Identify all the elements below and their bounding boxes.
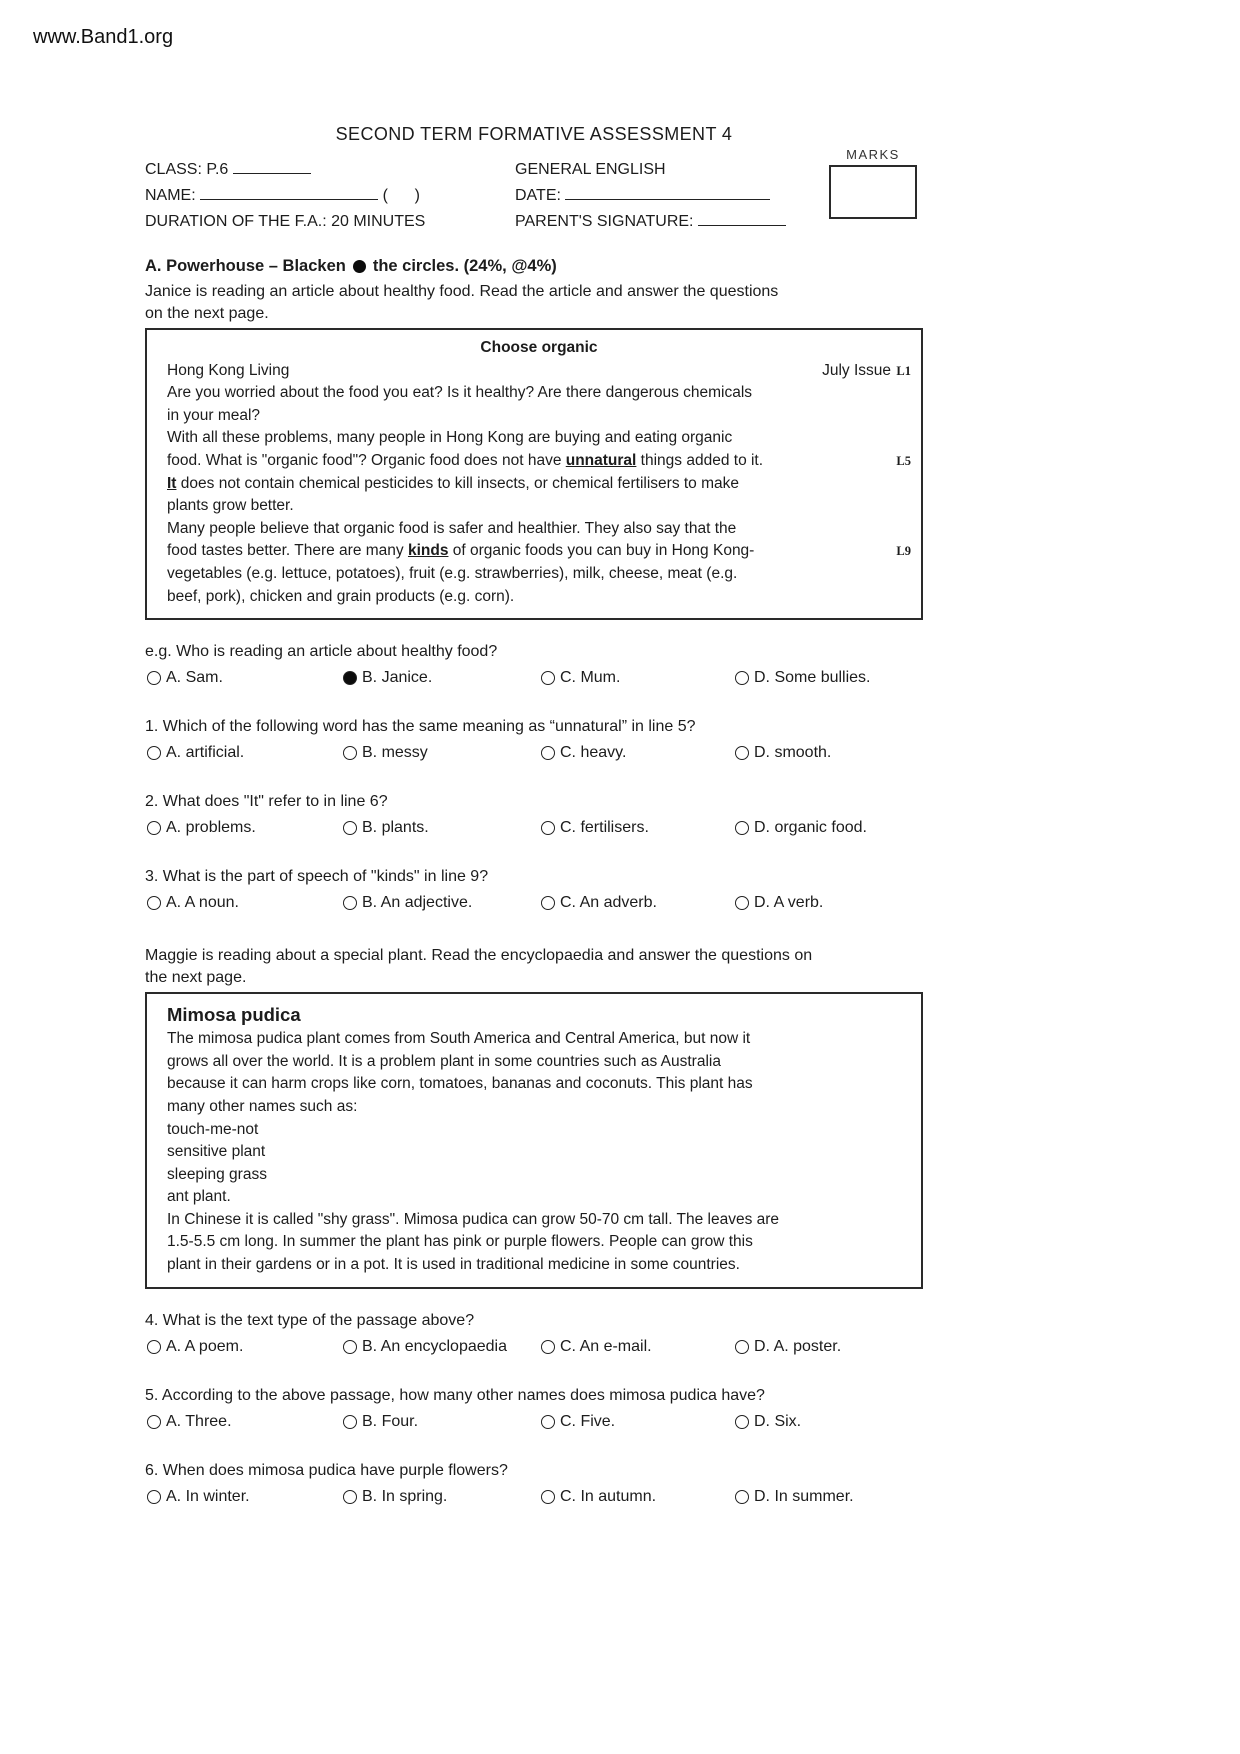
marks-label: MARKS — [846, 147, 900, 162]
article-line — [167, 1073, 911, 1096]
text-segment: With all these problems, many people in Hong Kong are buying and eating organic — [167, 429, 733, 447]
option-d[interactable] — [735, 669, 871, 687]
article-1-lines — [167, 337, 911, 608]
answer-bubble[interactable] — [147, 1415, 161, 1429]
answer-bubble[interactable] — [735, 896, 749, 910]
line-number-mark: L5 — [896, 453, 911, 468]
parent-signature-row — [515, 209, 786, 235]
option-label: C. Mum. — [560, 669, 621, 687]
option-a[interactable] — [147, 744, 244, 762]
question-block — [145, 641, 923, 693]
article-2-lines — [167, 1028, 911, 1277]
option-b[interactable] — [343, 669, 432, 687]
answer-bubble[interactable] — [541, 1490, 555, 1504]
header-right-column — [515, 157, 786, 235]
question-text: 2. What does "It" refer to in line 6? — [145, 793, 388, 811]
question-block — [145, 716, 923, 768]
answer-bubble[interactable] — [541, 746, 555, 760]
option-label: A. In winter. — [166, 1487, 250, 1505]
answer-bubble[interactable] — [147, 896, 161, 910]
intro-line: the next page. — [145, 968, 247, 986]
answer-bubble[interactable] — [541, 671, 555, 685]
option-a[interactable] — [147, 819, 256, 837]
question-block — [145, 866, 923, 918]
article-line — [167, 1051, 911, 1074]
option-d[interactable] — [735, 1338, 841, 1356]
answer-bubble[interactable] — [735, 1490, 749, 1504]
class-label: CLASS: P.6 — [145, 161, 229, 178]
article-2-title: Mimosa pudica — [167, 1004, 301, 1026]
option-label: D. Some bullies. — [754, 669, 871, 687]
answer-bubble[interactable] — [541, 1415, 555, 1429]
intro-line: Janice is reading an article about healthy food. Read the article and answer the questions — [145, 283, 779, 300]
document-body — [145, 124, 923, 1512]
options-row — [145, 1485, 923, 1512]
article-line-text — [167, 1073, 911, 1096]
article-line — [167, 518, 911, 541]
answer-bubble[interactable] — [343, 896, 357, 910]
answer-bubble[interactable] — [147, 671, 161, 685]
text-segment: The mimosa pudica plant comes from South America and Central America, but now it — [167, 1030, 751, 1048]
option-d[interactable] — [735, 894, 823, 912]
text-segment: beef, pork), chicken and grain products (e.g. corn). — [167, 587, 515, 605]
option-label: B. messy — [362, 744, 428, 762]
article-line-text — [167, 495, 911, 518]
duration-label: DURATION OF THE F.A.: 20 MINUTES — [145, 213, 426, 230]
answer-bubble[interactable] — [735, 1340, 749, 1354]
emphasised-word: Choose organic — [480, 339, 598, 356]
option-c[interactable] — [541, 1413, 615, 1431]
option-label: D. Six. — [754, 1412, 802, 1430]
answer-bubble[interactable] — [147, 746, 161, 760]
date-blank-field[interactable] — [565, 184, 770, 200]
option-b[interactable] — [343, 1413, 418, 1431]
text-segment: sleeping grass — [167, 1165, 267, 1183]
option-label: C. An adverb. — [560, 894, 657, 912]
text-segment: because it can harm crops like corn, tomatoes, bananas and coconuts. This plant has — [167, 1075, 753, 1093]
answer-bubble[interactable] — [147, 1490, 161, 1504]
option-label: B. An adjective. — [362, 894, 473, 912]
article-line-text — [167, 1231, 911, 1254]
section-a-intro — [145, 281, 923, 324]
date-label: DATE: — [515, 187, 561, 204]
option-d[interactable] — [735, 819, 867, 837]
intro-line: on the next page. — [145, 304, 269, 322]
marks-box — [829, 165, 917, 219]
option-label: B. An encyclopaedia — [362, 1337, 507, 1355]
issue-label: July Issue — [822, 361, 891, 379]
option-label: A. A poem. — [166, 1337, 244, 1355]
text-segment: grows all over the world. It is a problem plant in some countries such as Australia — [167, 1052, 721, 1070]
answer-bubble-filled[interactable] — [343, 671, 357, 685]
subject-label: GENERAL ENGLISH — [515, 161, 666, 178]
emphasised-word: It — [167, 474, 177, 492]
intro-line: Maggie is reading about a special plant. Read the encyclopaedia and answer the questions on — [145, 947, 813, 965]
article-line-text — [167, 586, 911, 609]
article-line-text — [167, 1028, 911, 1051]
text-segment: plants grow better. — [167, 497, 294, 515]
option-label: B. Four. — [362, 1412, 419, 1430]
article-line — [167, 1254, 911, 1277]
option-label: D. In summer. — [754, 1487, 854, 1505]
answer-bubble[interactable] — [541, 896, 555, 910]
text-segment: does not contain chemical pesticides to kill insects, or chemical fertilisers to make — [176, 474, 740, 492]
text-segment: many other names such as: — [167, 1097, 358, 1115]
section-b-intro — [145, 945, 923, 988]
article-line — [167, 473, 911, 496]
question-block — [145, 1385, 923, 1437]
option-b[interactable] — [343, 894, 472, 912]
line-number-mark: L9 — [896, 544, 911, 559]
text-segment: in your meal? — [167, 406, 261, 424]
class-number-paren: ( ) — [382, 187, 420, 204]
option-b[interactable] — [343, 744, 428, 762]
text-segment: sensitive plant — [167, 1143, 266, 1161]
text-segment: of organic foods you can buy in Hong Kong- — [448, 542, 755, 560]
question-group-2 — [145, 1310, 923, 1512]
paper-header — [145, 147, 923, 235]
option-label: D. organic food. — [754, 819, 867, 837]
answer-bubble[interactable] — [541, 1340, 555, 1354]
option-a[interactable] — [147, 1413, 232, 1431]
option-label: C. Five. — [560, 1412, 616, 1430]
option-label: C. heavy. — [560, 744, 627, 762]
article-line — [167, 1186, 911, 1209]
question-group-1 — [145, 641, 923, 918]
article-mimosa-pudica — [145, 992, 923, 1289]
answer-bubble[interactable] — [147, 1340, 161, 1354]
answer-bubble[interactable] — [735, 746, 749, 760]
question-text: 5. According to the above passage, how many other names does mimosa pudica have? — [145, 1386, 765, 1404]
answer-bubble[interactable] — [343, 821, 357, 835]
article-line-text — [167, 1209, 911, 1232]
option-label: B. plants. — [362, 819, 429, 837]
option-label: A. artificial. — [166, 744, 245, 762]
article-line-text — [167, 1186, 911, 1209]
answer-bubble[interactable] — [735, 821, 749, 835]
name-label: NAME: — [145, 187, 196, 204]
question-block — [145, 791, 923, 843]
option-a[interactable] — [147, 1488, 250, 1506]
article-line — [167, 1164, 911, 1187]
article-line — [167, 495, 911, 518]
option-label: D. A. poster. — [754, 1337, 842, 1355]
article-line — [167, 1141, 911, 1164]
option-label: A. Three. — [166, 1412, 232, 1430]
option-label: A. Sam. — [166, 669, 223, 687]
answer-bubble[interactable] — [541, 821, 555, 835]
article-line — [167, 450, 911, 473]
emphasised-word: unnatural — [565, 451, 637, 469]
article-line-text — [167, 1141, 911, 1164]
text-segment: Many people believe that organic food is safer and healthier. They also say that the — [167, 519, 737, 537]
name-blank-field[interactable] — [200, 184, 378, 200]
answer-bubble[interactable] — [343, 1340, 357, 1354]
answer-bubble[interactable] — [343, 1415, 357, 1429]
parent-signature-label: PARENT'S SIGNATURE: — [515, 213, 694, 230]
options-row — [145, 1335, 923, 1362]
text-segment: vegetables (e.g. lettuce, potatoes), fruit (e.g. strawberries), milk, cheese, meat (e.g. — [167, 564, 738, 582]
option-a[interactable] — [147, 669, 223, 687]
article-line-text — [167, 1119, 911, 1142]
article-line-text — [167, 405, 911, 428]
options-row — [145, 666, 923, 693]
option-label: A. problems. — [166, 819, 256, 837]
options-row — [145, 1410, 923, 1437]
option-label: C. An e-mail. — [560, 1337, 652, 1355]
line-number-mark: L1 — [896, 363, 911, 378]
article-line — [167, 382, 911, 405]
text-segment: 1.5-5.5 cm long. In summer the plant has pink or purple flowers. People can grow this — [167, 1233, 753, 1251]
parent-signature-blank-field[interactable] — [698, 210, 786, 226]
answer-bubble[interactable] — [343, 746, 357, 760]
blacken-circle-icon — [353, 260, 366, 273]
question-block — [145, 1460, 923, 1512]
article-line — [167, 563, 911, 586]
article-line — [167, 586, 911, 609]
option-d[interactable] — [735, 1488, 854, 1506]
article-line — [167, 360, 911, 383]
question-text: e.g. Who is reading an article about healthy food? — [145, 643, 498, 661]
question-text: 4. What is the text type of the passage above? — [145, 1311, 475, 1329]
article-line-text — [167, 473, 911, 496]
answer-bubble[interactable] — [735, 1415, 749, 1429]
marks-area — [829, 147, 917, 219]
text-segment: Are you worried about the food you eat? Is it healthy? Are there dangerous chemicals — [167, 384, 753, 402]
article-line-text — [167, 427, 911, 450]
option-c[interactable] — [541, 819, 649, 837]
article-line-text — [167, 1254, 911, 1277]
article-line-text — [167, 382, 911, 405]
article-line-text — [167, 540, 891, 563]
article-line-text — [167, 518, 911, 541]
option-label: B. In spring. — [362, 1487, 448, 1505]
article-choose-organic — [145, 328, 923, 620]
article-line — [167, 1119, 911, 1142]
option-c[interactable] — [541, 744, 626, 762]
article-line — [167, 405, 911, 428]
article-line-text — [167, 563, 911, 586]
text-segment: plant in their gardens or in a pot. It is used in traditional medicine in some countries. — [167, 1256, 740, 1274]
article-line — [167, 1231, 911, 1254]
class-blank-field[interactable] — [233, 158, 311, 174]
site-watermark: www.Band1.org — [33, 26, 174, 48]
text-segment: In Chinese it is called "shy grass". Mimosa pudica can grow 50-70 cm tall. The leaves are — [167, 1210, 780, 1228]
text-segment: things added to it. — [636, 451, 764, 469]
option-label: A. A noun. — [166, 894, 239, 912]
text-segment: food. What is "organic food"? Organic food does not have — [167, 451, 566, 469]
article-line-text — [167, 360, 822, 383]
option-c[interactable] — [541, 894, 657, 912]
option-label: D. A verb. — [754, 894, 824, 912]
question-text: 6. When does mimosa pudica have purple flowers? — [145, 1461, 508, 1479]
option-b[interactable] — [343, 1488, 447, 1506]
option-d[interactable] — [735, 1413, 801, 1431]
article-line-text — [167, 450, 891, 473]
options-row — [145, 741, 923, 768]
option-c[interactable] — [541, 1488, 656, 1506]
option-a[interactable] — [147, 1338, 243, 1356]
text-segment: Hong Kong Living — [167, 361, 290, 379]
article-line — [167, 1028, 911, 1051]
section-a-heading — [145, 257, 923, 276]
article-line — [167, 427, 911, 450]
text-segment: food tastes better. There are many — [167, 542, 408, 560]
section-a-heading-post: the circles. (24%, @4%) — [372, 257, 557, 275]
option-label: B. Janice. — [362, 669, 433, 687]
question-block — [145, 1310, 923, 1362]
question-text: 1. Which of the following word has the same meaning as “unnatural” in line 5? — [145, 718, 696, 736]
paper-title: SECOND TERM FORMATIVE ASSESSMENT 4 — [335, 124, 733, 144]
option-d[interactable] — [735, 744, 831, 762]
option-b[interactable] — [343, 1338, 507, 1356]
answer-bubble[interactable] — [343, 1490, 357, 1504]
text-segment: ant plant. — [167, 1188, 231, 1206]
options-row — [145, 816, 923, 843]
option-label: C. fertilisers. — [560, 819, 649, 837]
option-a[interactable] — [147, 894, 239, 912]
date-row — [515, 183, 786, 209]
article-line — [167, 540, 911, 563]
option-label: D. smooth. — [754, 744, 832, 762]
article-line — [167, 1209, 911, 1232]
option-b[interactable] — [343, 819, 429, 837]
option-c[interactable] — [541, 669, 620, 687]
article-line — [167, 337, 911, 360]
article-line — [167, 1096, 911, 1119]
emphasised-word: kinds — [407, 542, 449, 560]
article-line-text — [167, 1051, 911, 1074]
text-segment: touch-me-not — [167, 1120, 259, 1138]
options-row — [145, 891, 923, 918]
answer-bubble[interactable] — [735, 671, 749, 685]
article-line-text — [167, 1096, 911, 1119]
section-a-heading-pre: A. Powerhouse – Blacken — [145, 257, 346, 275]
article-line-text — [480, 337, 597, 360]
option-label: C. In autumn. — [560, 1487, 657, 1505]
answer-bubble[interactable] — [147, 821, 161, 835]
article-line-text — [167, 1164, 911, 1187]
question-text: 3. What is the part of speech of "kinds" in line 9? — [145, 868, 489, 886]
option-c[interactable] — [541, 1338, 652, 1356]
